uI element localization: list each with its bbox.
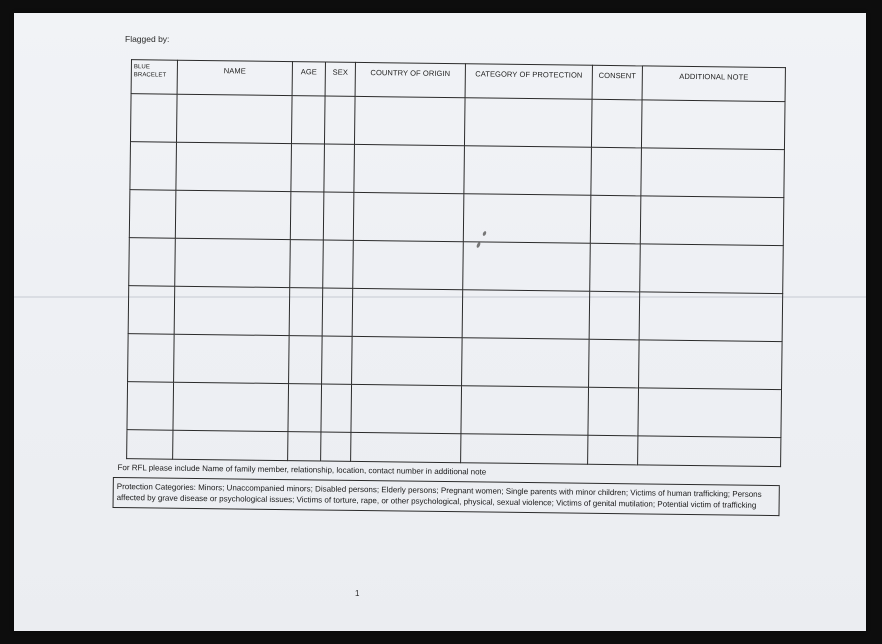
empty-cell <box>321 432 351 461</box>
column-header-category-of-protection: CATEGORY OF PROTECTION <box>465 64 592 100</box>
empty-cell <box>174 334 290 383</box>
empty-cell <box>588 435 638 465</box>
empty-cell <box>289 336 323 384</box>
column-header-country-of-origin: COUNTRY OF ORIGIN <box>355 62 465 97</box>
empty-cell <box>174 286 290 335</box>
empty-cell <box>290 192 324 240</box>
empty-cell <box>128 334 175 383</box>
empty-cell <box>323 192 354 240</box>
empty-cell <box>127 430 173 460</box>
table-row <box>128 334 783 390</box>
roster-table <box>126 59 786 467</box>
rfl-note: For RFL please include Name of family member, relationship, location, contact number in additional note <box>113 459 779 486</box>
flagged-by-label: Flagged by: <box>125 34 170 44</box>
empty-cell <box>640 196 784 246</box>
empty-cell <box>464 98 592 148</box>
empty-cell <box>351 432 461 462</box>
empty-cell <box>321 384 352 432</box>
empty-cell <box>173 430 288 460</box>
empty-cell <box>291 96 325 144</box>
empty-cell <box>291 144 325 192</box>
empty-cell <box>324 96 355 144</box>
empty-cell <box>638 388 782 438</box>
empty-cell <box>591 147 642 196</box>
empty-cell <box>130 94 177 143</box>
empty-cell <box>130 142 177 191</box>
empty-cell <box>352 288 463 337</box>
empty-cell <box>176 142 292 191</box>
table-row <box>130 94 785 150</box>
column-header-additional-note: ADDITIONAL NOTE <box>642 66 785 102</box>
empty-cell <box>322 288 353 336</box>
paper-sheet <box>14 13 866 631</box>
empty-cell <box>288 384 322 432</box>
empty-cell <box>639 292 783 342</box>
empty-cell <box>588 387 639 436</box>
empty-cell <box>590 243 641 292</box>
empty-cell <box>641 100 785 150</box>
table-row <box>129 190 784 246</box>
empty-cell <box>461 434 588 465</box>
empty-cell <box>129 190 176 239</box>
empty-cell <box>289 288 323 336</box>
empty-cell <box>176 94 292 143</box>
column-header-consent: CONSENT <box>592 65 642 100</box>
empty-cell <box>461 386 589 436</box>
empty-cell <box>323 240 354 288</box>
table-row <box>128 286 783 342</box>
empty-cell <box>288 432 321 461</box>
column-header-age: AGE <box>292 62 325 96</box>
empty-cell <box>173 382 289 431</box>
empty-cell <box>638 436 781 467</box>
empty-cell <box>175 190 291 239</box>
roster-body <box>127 94 785 467</box>
empty-cell <box>175 238 291 287</box>
empty-cell <box>129 238 176 287</box>
empty-cell <box>128 286 175 335</box>
empty-cell <box>290 240 324 288</box>
empty-cell <box>462 338 590 388</box>
empty-cell <box>639 340 783 390</box>
empty-cell <box>641 148 785 198</box>
empty-cell <box>463 242 591 292</box>
empty-cell <box>351 384 462 433</box>
empty-cell <box>353 192 464 241</box>
empty-cell <box>127 382 174 431</box>
protection-categories-note: Protection Categories: Minors; Unaccompanied minors; Disabled persons; Elderly persons; Pregnant women; Single parents with minor children; Victims of human trafficking; Persons affected by grave disease or psychological issues; Victims of torture, rape, or other psychological, physical, sexual violence; Victims of genital mutilation; Potential victim of trafficking <box>113 477 779 515</box>
empty-cell <box>640 244 784 294</box>
table-row <box>130 142 785 198</box>
empty-cell <box>463 194 591 244</box>
empty-cell <box>464 146 592 196</box>
empty-cell <box>322 336 353 384</box>
column-header-blue-bracelet: BLUE BRACELET <box>131 60 177 95</box>
empty-cell <box>589 291 640 340</box>
table-row <box>127 382 782 438</box>
column-header-sex: SEX <box>325 62 355 96</box>
column-header-name: NAME <box>177 60 292 95</box>
empty-cell <box>590 195 641 244</box>
page-number: 1 <box>355 589 360 598</box>
empty-cell <box>591 99 642 148</box>
protection-form <box>113 59 790 516</box>
empty-cell <box>324 144 355 192</box>
table-row <box>129 238 784 294</box>
empty-cell <box>462 290 590 340</box>
empty-cell <box>354 96 465 145</box>
empty-cell <box>352 336 463 385</box>
notes-table <box>113 459 781 516</box>
empty-cell <box>589 339 640 388</box>
empty-cell <box>354 144 465 193</box>
empty-cell <box>353 240 464 289</box>
